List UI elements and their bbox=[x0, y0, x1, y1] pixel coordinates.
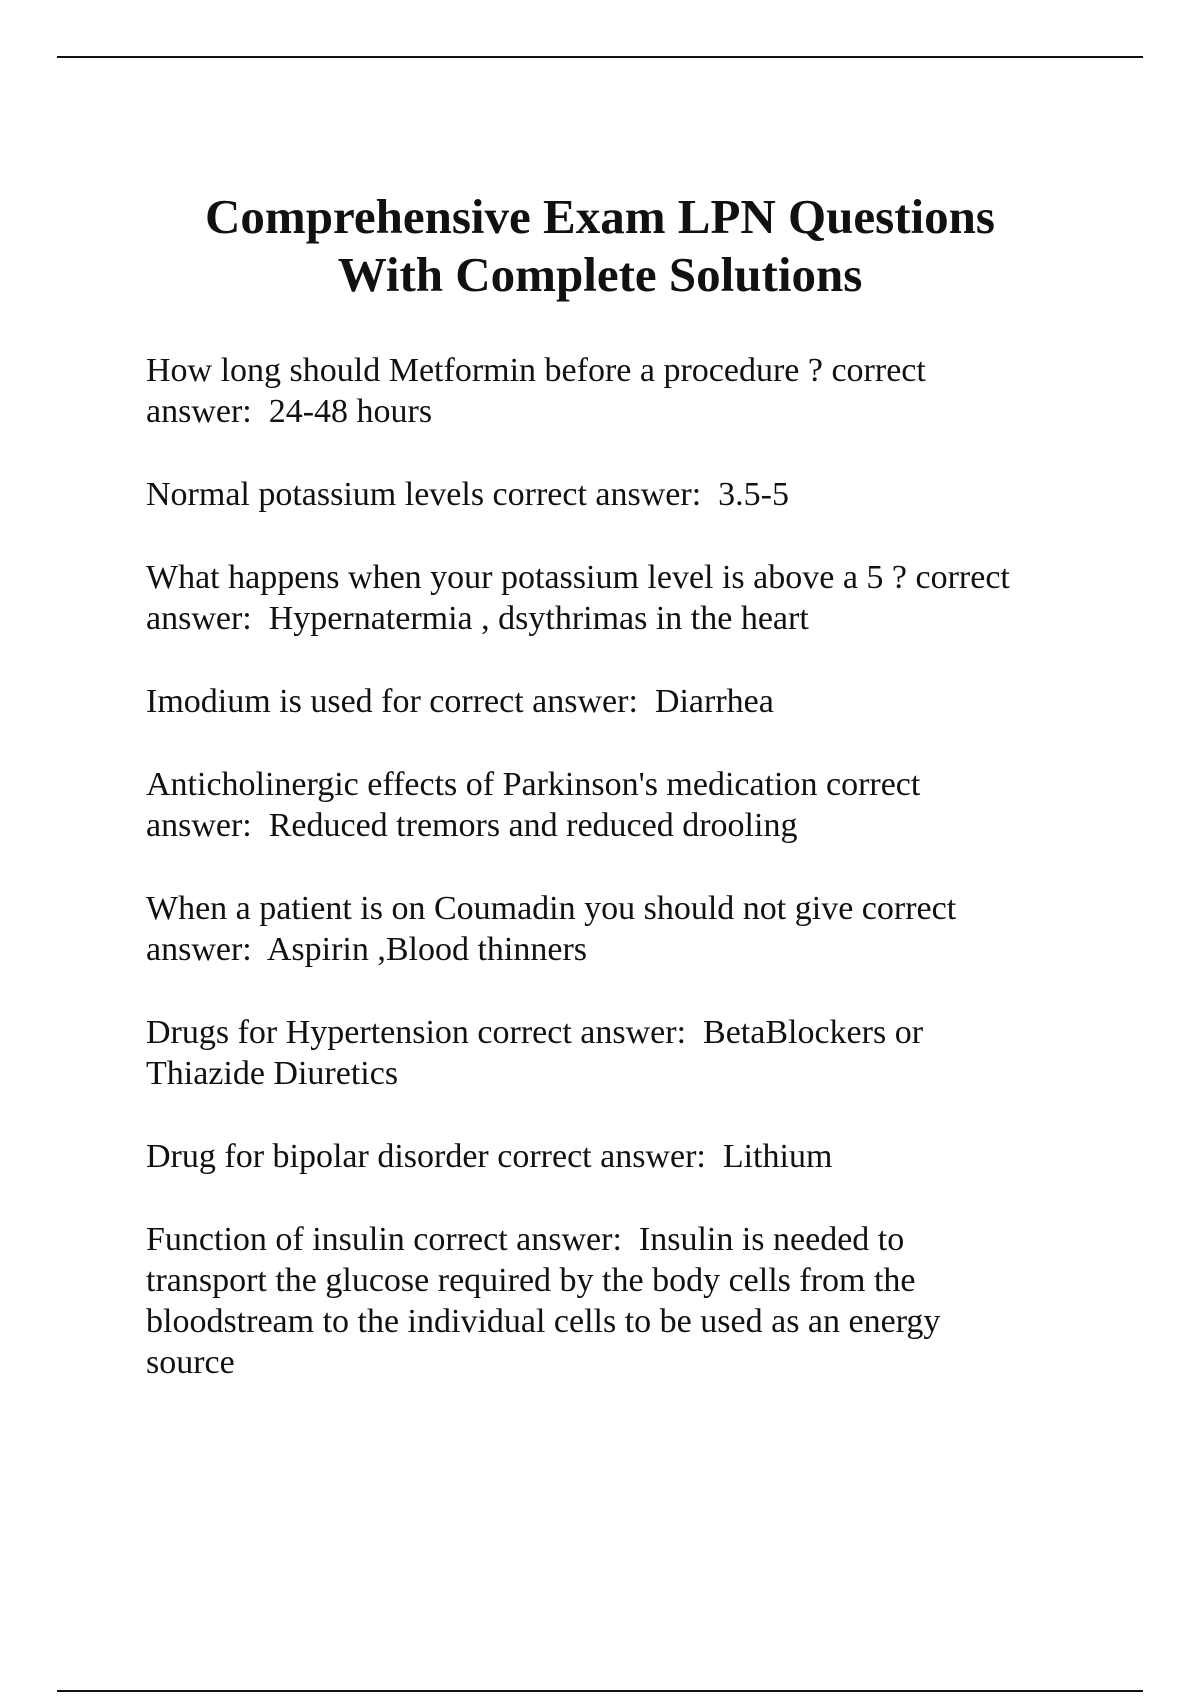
question-answer-list bbox=[146, 350, 1086, 1425]
page-title-line-1: Comprehensive Exam LPN Questions bbox=[205, 189, 995, 244]
qa-item-hypertension: Drugs for Hypertension correct answer: BetaBlockers or Thiazide Diuretics bbox=[146, 1014, 924, 1092]
qa-item-insulin: Function of insulin correct answer: Insulin is needed to transport the glucose required by the body cells from the bloodstream to the individual cells to be used as an energy source bbox=[146, 1221, 941, 1381]
qa-item-anticholinergic: Anticholinergic effects of Parkinson's medication correct answer: Reduced tremors and reduced drooling bbox=[146, 766, 921, 844]
page-title-line-2: With Complete Solutions bbox=[337, 247, 863, 302]
top-rule bbox=[57, 56, 1143, 58]
qa-item-potassium-levels: Normal potassium levels correct answer: 3.5-5 bbox=[146, 476, 789, 513]
qa-item-coumadin: When a patient is on Coumadin you should not give correct answer: Aspirin ,Blood thinners bbox=[146, 890, 957, 968]
qa-item-high-potassium: What happens when your potassium level is above a 5 ? correct answer: Hypernatermia , dsythrimas in the heart bbox=[146, 559, 1010, 637]
page-title bbox=[57, 188, 1143, 304]
qa-item-metformin: How long should Metformin before a procedure ? correct answer: 24-48 hours bbox=[146, 352, 926, 430]
bottom-rule bbox=[57, 1690, 1143, 1692]
qa-item-bipolar: Drug for bipolar disorder correct answer: Lithium bbox=[146, 1138, 833, 1175]
qa-item-imodium: Imodium is used for correct answer: Diarrhea bbox=[146, 683, 774, 720]
